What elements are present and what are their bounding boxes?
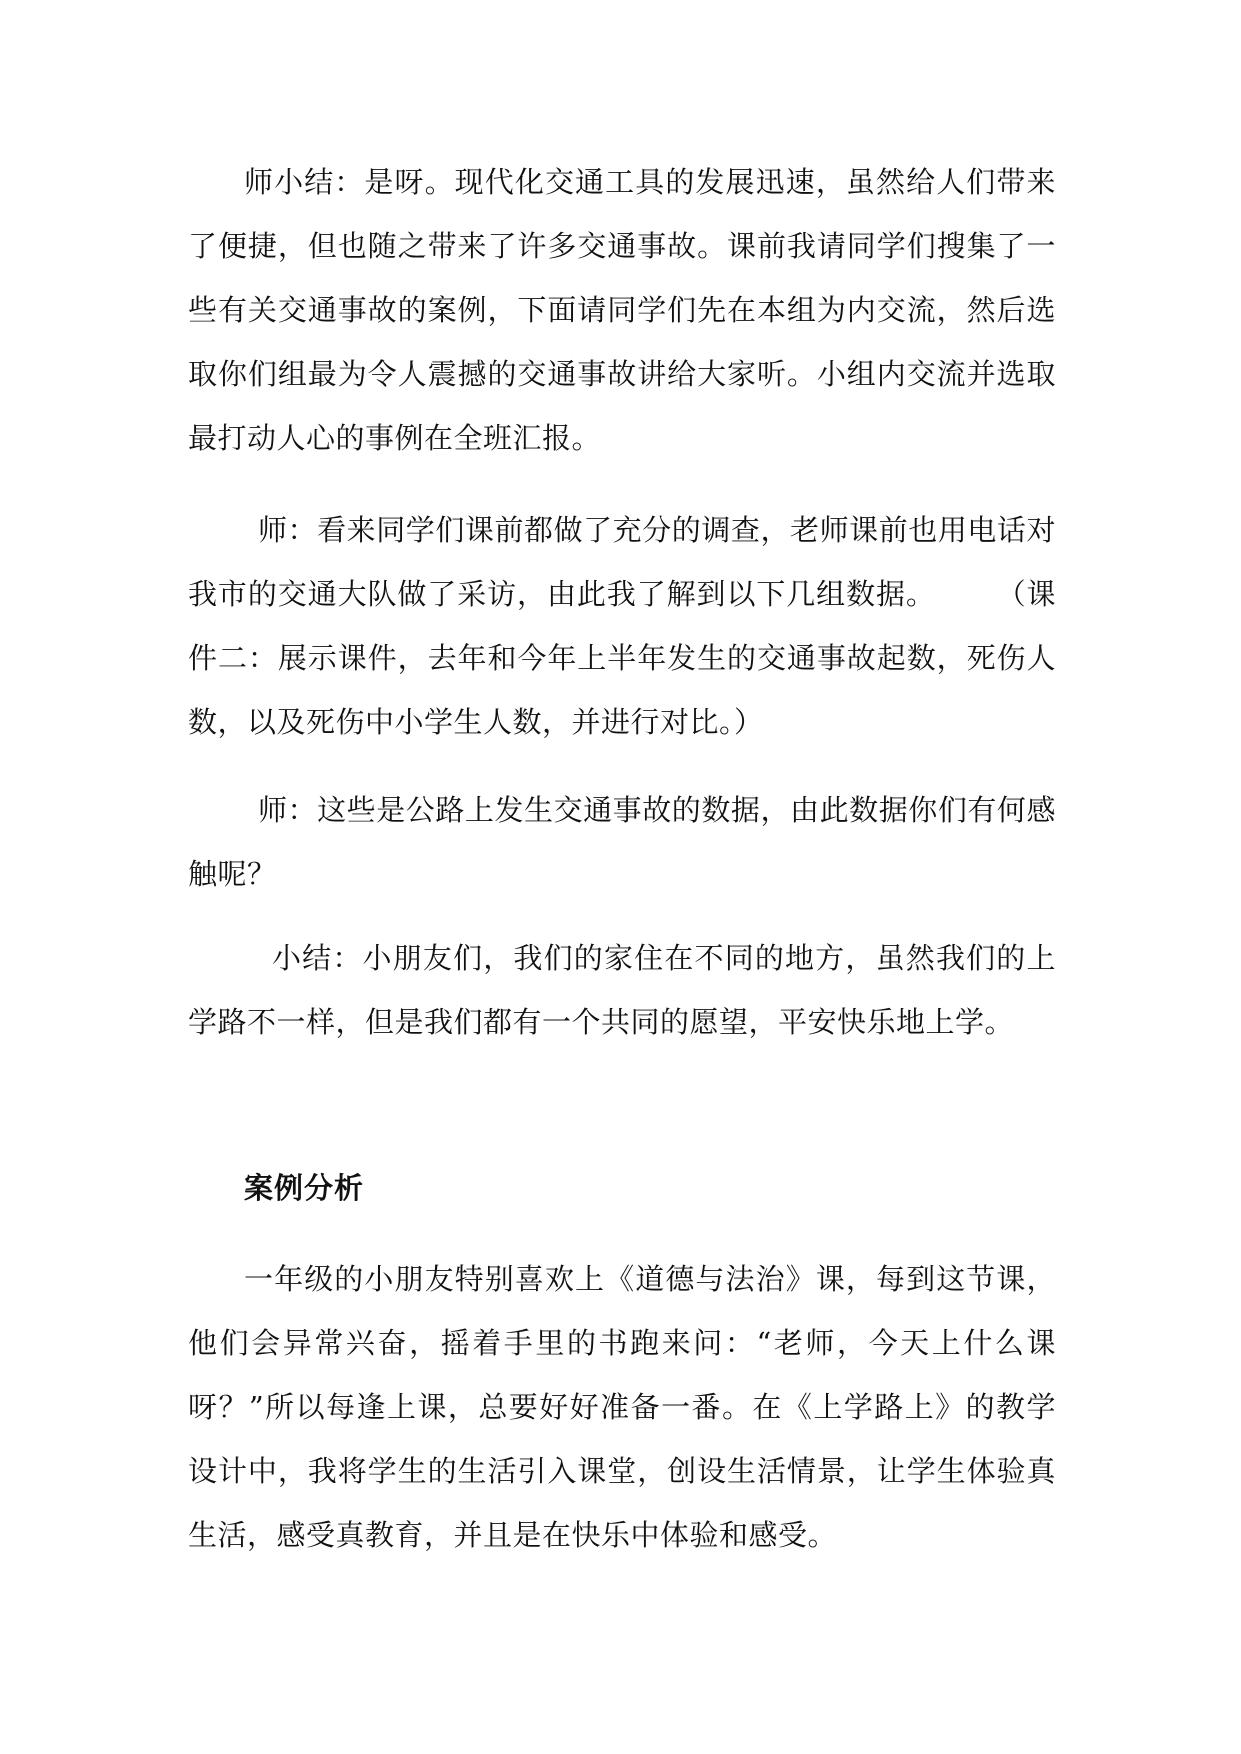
paragraph-teacher-summary: 师小结：是呀。现代化交通工具的发展迅速，虽然给人们带来了便捷，但也随之带来了许多交通事故。课前我请同学们搜集了一些有关交通事故的案例，下面请同学们先在本组为内交流，然后选取你们组最为令人震撼的交通事故讲给大家听。小组内交流并选取最打动人心的事例在全班汇报。	[188, 165, 1056, 455]
paragraph-case-analysis: 一年级的小朋友特别喜欢上《道德与法治》课，每到这节课，他们会异常兴奋，摇着手里的书跑来问：“老师，今天上什么课呀？”所以每逢上课，总要好好准备一番。在《上学路上》的教学设计中，我将学生的生活引入课堂，创设生活情景，让学生体验真生活，感受真教育，并且是在快乐中体验和感受。	[188, 1262, 1056, 1552]
paragraph-summary: 小结：小朋友们，我们的家住在不同的地方，虽然我们的上学路不一样，但是我们都有一个共同的愿望，平安快乐地上学。	[188, 941, 1056, 1039]
section-heading: 案例分析	[244, 1171, 365, 1205]
paragraph-teacher-survey: 师：看来同学们课前都做了充分的调查，老师课前也用电话对我市的交通大队做了采访，由此我了解到以下几组数据。 （课件二：展示课件，去年和今年上半年发生的交通事故起数，死伤人数，以及死伤中小学生人数，并进行对比。）	[188, 513, 1056, 739]
paragraph-teacher-question: 师：这些是公路上发生交通事故的数据，由此数据你们有何感触呢？	[188, 793, 1056, 891]
